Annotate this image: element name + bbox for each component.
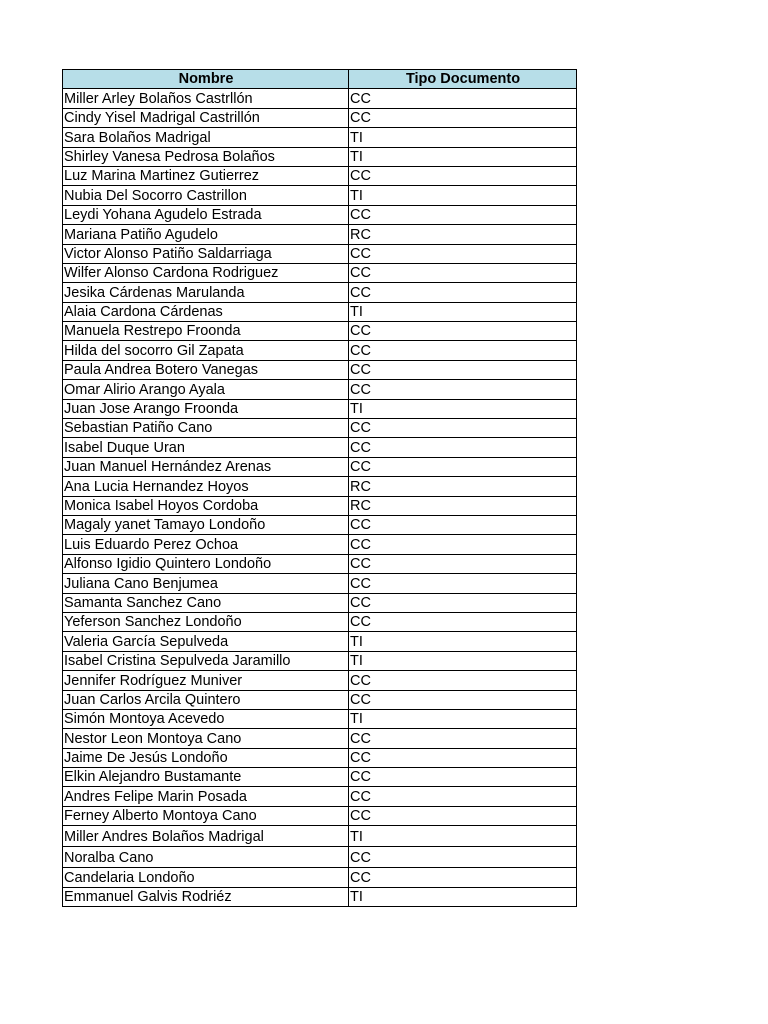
cell-tipo-documento[interactable]: TI	[349, 826, 577, 847]
cell-tipo-documento[interactable]: CC	[349, 166, 577, 185]
cell-nombre[interactable]: Monica Isabel Hoyos Cordoba	[63, 496, 349, 515]
cell-nombre[interactable]: Jaime De Jesús Londoño	[63, 748, 349, 767]
table-row	[63, 399, 577, 418]
table-body	[63, 89, 577, 907]
cell-tipo-documento[interactable]: CC	[349, 205, 577, 224]
cell-nombre[interactable]: Jesika Cárdenas Marulanda	[63, 283, 349, 302]
cell-tipo-documento[interactable]: TI	[349, 709, 577, 728]
table-row	[63, 887, 577, 906]
cell-tipo-documento[interactable]: CC	[349, 419, 577, 438]
cell-tipo-documento[interactable]: CC	[349, 360, 577, 379]
cell-nombre[interactable]: Sebastian Patiño Cano	[63, 419, 349, 438]
cell-tipo-documento[interactable]: CC	[349, 593, 577, 612]
cell-nombre[interactable]: Leydi Yohana Agudelo Estrada	[63, 205, 349, 224]
cell-tipo-documento[interactable]: TI	[349, 632, 577, 651]
cell-nombre[interactable]: Alfonso Igidio Quintero Londoño	[63, 554, 349, 573]
cell-tipo-documento[interactable]: CC	[349, 868, 577, 887]
cell-nombre[interactable]: Elkin Alejandro Bustamante	[63, 768, 349, 787]
cell-nombre[interactable]: Yeferson Sanchez Londoño	[63, 612, 349, 631]
cell-nombre[interactable]: Wilfer Alonso Cardona Rodriguez	[63, 263, 349, 282]
table-row	[63, 108, 577, 127]
table-row	[63, 457, 577, 476]
cell-tipo-documento[interactable]: CC	[349, 554, 577, 573]
table-row	[63, 225, 577, 244]
cell-nombre[interactable]: Magaly yanet Tamayo Londoño	[63, 515, 349, 534]
table-row	[63, 438, 577, 457]
table-row	[63, 806, 577, 825]
table-row	[63, 787, 577, 806]
cell-tipo-documento[interactable]: CC	[349, 283, 577, 302]
cell-nombre[interactable]: Candelaria Londoño	[63, 868, 349, 887]
cell-nombre[interactable]: Samanta Sanchez Cano	[63, 593, 349, 612]
table-row	[63, 593, 577, 612]
cell-nombre[interactable]: Miller Arley Bolaños Castrllón	[63, 89, 349, 108]
cell-nombre[interactable]: Nubia Del Socorro Castrillon	[63, 186, 349, 205]
cell-tipo-documento[interactable]: TI	[349, 302, 577, 321]
table-row	[63, 419, 577, 438]
table-row	[63, 477, 577, 496]
cell-nombre[interactable]: Valeria García Sepulveda	[63, 632, 349, 651]
cell-nombre[interactable]: Victor Alonso Patiño Saldarriaga	[63, 244, 349, 263]
table-row	[63, 554, 577, 573]
table-row	[63, 868, 577, 887]
cell-nombre[interactable]: Simón Montoya Acevedo	[63, 709, 349, 728]
cell-tipo-documento[interactable]: TI	[349, 147, 577, 166]
table-row	[63, 205, 577, 224]
document-type-table	[62, 69, 577, 907]
table-row	[63, 632, 577, 651]
cell-nombre[interactable]: Hilda del socorro Gil Zapata	[63, 341, 349, 360]
cell-tipo-documento[interactable]: RC	[349, 496, 577, 515]
table-row	[63, 651, 577, 670]
table-row	[63, 147, 577, 166]
cell-nombre[interactable]: Juliana Cano Benjumea	[63, 574, 349, 593]
cell-tipo-documento[interactable]: CC	[349, 574, 577, 593]
cell-nombre[interactable]: Paula Andrea Botero Vanegas	[63, 360, 349, 379]
cell-tipo-documento[interactable]: TI	[349, 128, 577, 147]
cell-tipo-documento[interactable]: TI	[349, 887, 577, 906]
table-row	[63, 709, 577, 728]
cell-tipo-documento[interactable]: CC	[349, 244, 577, 263]
cell-tipo-documento[interactable]: RC	[349, 225, 577, 244]
cell-tipo-documento[interactable]: CC	[349, 263, 577, 282]
table-row	[63, 535, 577, 554]
cell-nombre[interactable]: Omar Alirio Arango Ayala	[63, 380, 349, 399]
cell-nombre[interactable]: Cindy Yisel Madrigal Castrillón	[63, 108, 349, 127]
cell-tipo-documento[interactable]: CC	[349, 671, 577, 690]
table-row	[63, 496, 577, 515]
cell-nombre[interactable]: Sara Bolaños Madrigal	[63, 128, 349, 147]
header-row	[63, 70, 577, 89]
cell-tipo-documento[interactable]: CC	[349, 515, 577, 534]
table-row	[63, 768, 577, 787]
table-row	[63, 574, 577, 593]
cell-tipo-documento[interactable]: CC	[349, 341, 577, 360]
table-row	[63, 847, 577, 868]
cell-nombre[interactable]: Jennifer Rodríguez Muniver	[63, 671, 349, 690]
column-header-nombre[interactable]: Nombre	[63, 70, 349, 89]
table-row	[63, 612, 577, 631]
cell-nombre[interactable]: Luz Marina Martinez Gutierrez	[63, 166, 349, 185]
table-row	[63, 748, 577, 767]
cell-nombre[interactable]: Manuela Restrepo Froonda	[63, 322, 349, 341]
table-row	[63, 826, 577, 847]
cell-tipo-documento[interactable]: CC	[349, 787, 577, 806]
cell-tipo-documento[interactable]: CC	[349, 380, 577, 399]
cell-tipo-documento[interactable]: CC	[349, 438, 577, 457]
cell-tipo-documento[interactable]: CC	[349, 322, 577, 341]
cell-nombre[interactable]: Ferney Alberto Montoya Cano	[63, 806, 349, 825]
cell-tipo-documento[interactable]: TI	[349, 186, 577, 205]
table-row	[63, 729, 577, 748]
cell-tipo-documento[interactable]: TI	[349, 651, 577, 670]
cell-nombre[interactable]: Nestor Leon Montoya Cano	[63, 729, 349, 748]
table-row	[63, 166, 577, 185]
cell-nombre[interactable]: Isabel Cristina Sepulveda Jaramillo	[63, 651, 349, 670]
cell-tipo-documento[interactable]: RC	[349, 477, 577, 496]
table-row	[63, 302, 577, 321]
cell-tipo-documento[interactable]: CC	[349, 89, 577, 108]
column-header-tipo-documento[interactable]: Tipo Documento	[349, 70, 577, 89]
table-row	[63, 244, 577, 263]
cell-tipo-documento[interactable]: TI	[349, 399, 577, 418]
cell-nombre[interactable]: Luis Eduardo Perez Ochoa	[63, 535, 349, 554]
cell-nombre[interactable]: Juan Manuel Hernández Arenas	[63, 457, 349, 476]
table-row	[63, 89, 577, 108]
cell-nombre[interactable]: Noralba Cano	[63, 847, 349, 868]
cell-nombre[interactable]: Ana Lucia Hernandez Hoyos	[63, 477, 349, 496]
table-row	[63, 263, 577, 282]
table-row	[63, 380, 577, 399]
cell-nombre[interactable]: Isabel Duque Uran	[63, 438, 349, 457]
cell-tipo-documento[interactable]: CC	[349, 457, 577, 476]
cell-tipo-documento[interactable]: CC	[349, 690, 577, 709]
table-row	[63, 690, 577, 709]
cell-nombre[interactable]: Alaia Cardona Cárdenas	[63, 302, 349, 321]
cell-nombre[interactable]: Mariana Patiño Agudelo	[63, 225, 349, 244]
cell-nombre[interactable]: Juan Jose Arango Froonda	[63, 399, 349, 418]
table-row	[63, 186, 577, 205]
table-row	[63, 360, 577, 379]
table-row	[63, 283, 577, 302]
cell-tipo-documento[interactable]: CC	[349, 108, 577, 127]
table-row	[63, 341, 577, 360]
cell-tipo-documento[interactable]: CC	[349, 768, 577, 787]
cell-nombre[interactable]: Shirley Vanesa Pedrosa Bolaños	[63, 147, 349, 166]
cell-tipo-documento[interactable]: CC	[349, 806, 577, 825]
cell-tipo-documento[interactable]: CC	[349, 612, 577, 631]
cell-nombre[interactable]: Emmanuel Galvis Rodriéz	[63, 887, 349, 906]
table-row	[63, 128, 577, 147]
cell-tipo-documento[interactable]: CC	[349, 748, 577, 767]
table-row	[63, 515, 577, 534]
cell-tipo-documento[interactable]: CC	[349, 729, 577, 748]
cell-nombre[interactable]: Miller Andres Bolaños Madrigal	[63, 826, 349, 847]
table-row	[63, 671, 577, 690]
cell-tipo-documento[interactable]: CC	[349, 535, 577, 554]
cell-nombre[interactable]: Juan Carlos Arcila Quintero	[63, 690, 349, 709]
table-row	[63, 322, 577, 341]
cell-nombre[interactable]: Andres Felipe Marin Posada	[63, 787, 349, 806]
cell-tipo-documento[interactable]: CC	[349, 847, 577, 868]
